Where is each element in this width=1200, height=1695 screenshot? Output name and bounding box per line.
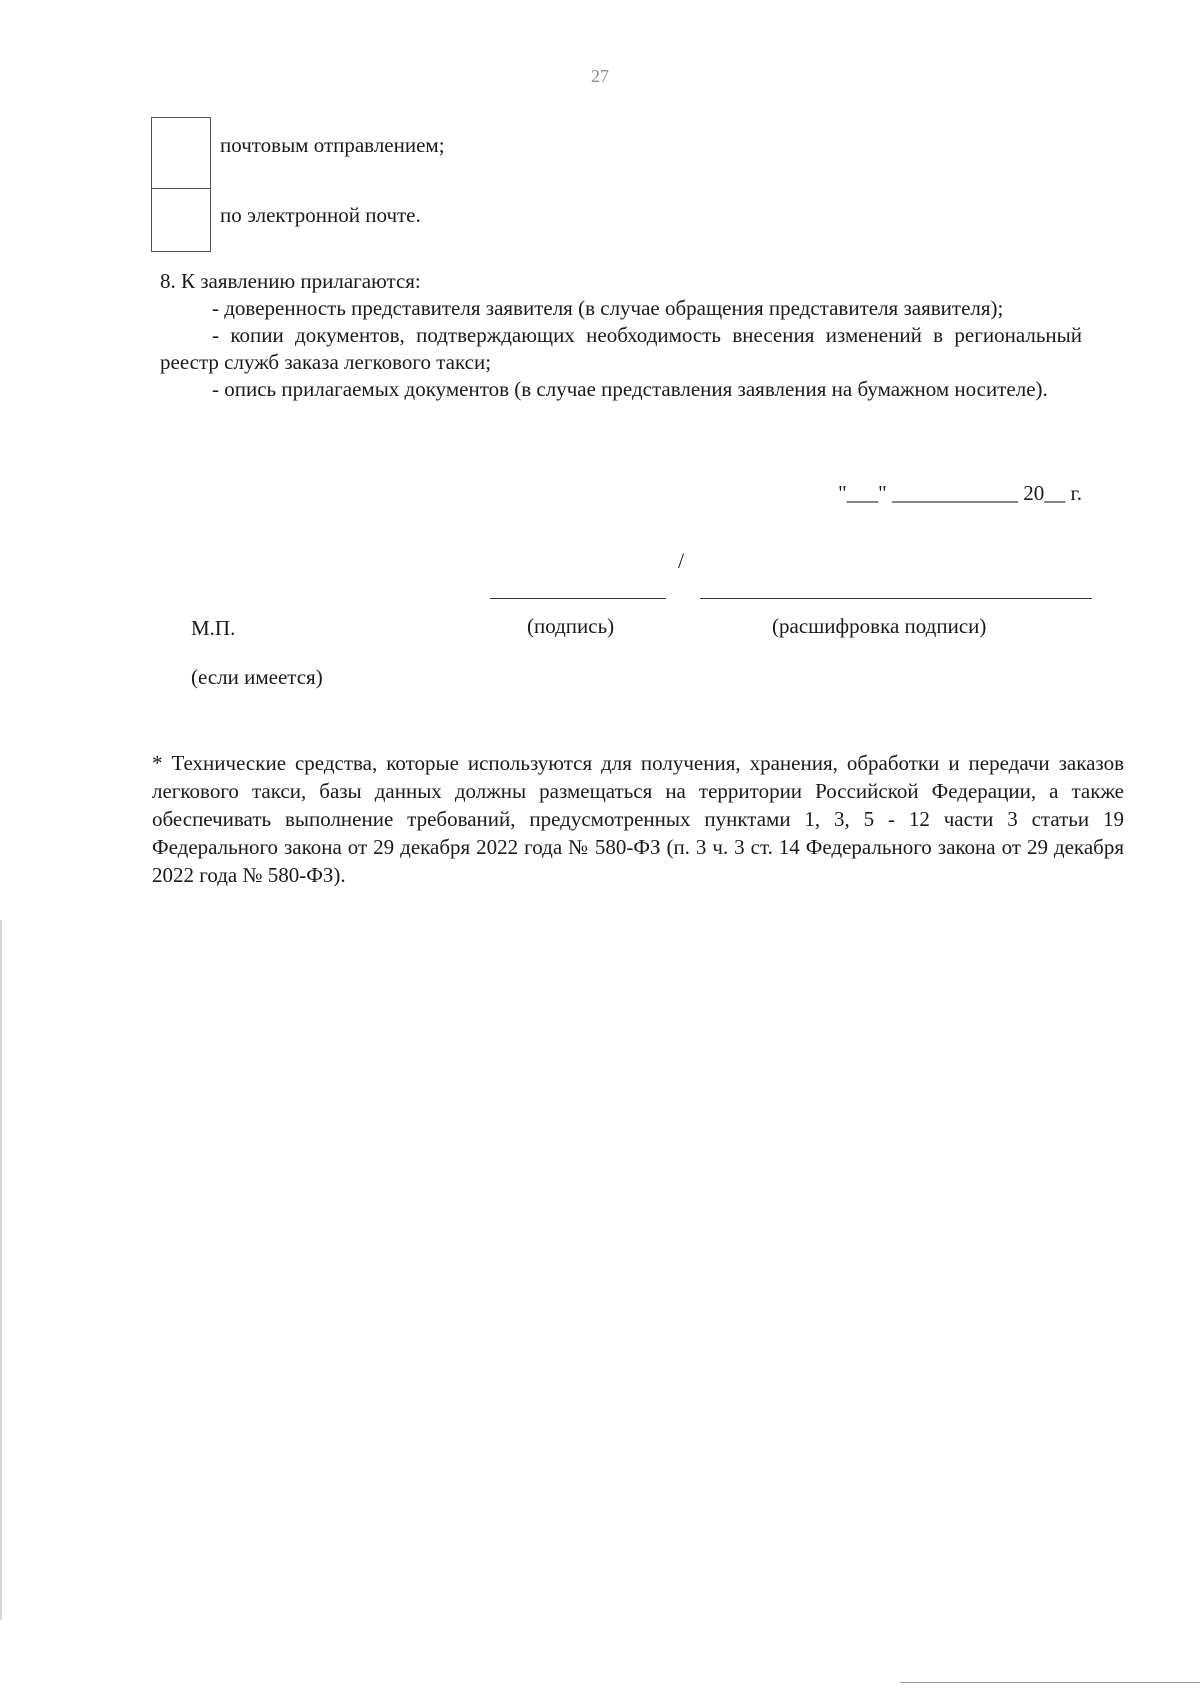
- date-line: "___" ____________ 20__ г.: [838, 481, 1082, 505]
- footnote: * Технические средства, которые используются для получения, хранения, обработки и передачи заказов легкового такси, базы данных должны размещаться на территории Российской Федерации, а также обеспечивать выполнение требований, предусмотренных пунктами 1, 3, 5 - 12 части 3 статьи 19 Федерального закона от 29 декабря 2022 года № 580-ФЗ (п. 3 ч. 3 ст. 14 Федерального закона от 29 декабря 2022 года № 580-ФЗ).: [152, 751, 1124, 887]
- checkbox-postal-label: почтовым отправлением;: [220, 133, 445, 157]
- attachment-item: - опись прилагаемых документов (в случае представления заявления на бумажном носителе).: [212, 377, 1048, 401]
- stamp-note: (если имеется): [191, 665, 323, 689]
- signature-decode-line: [700, 598, 1092, 599]
- signature-separator: /: [678, 548, 685, 573]
- scan-edge-artifact: [0, 920, 2, 1620]
- stamp-label: М.П.: [191, 616, 236, 640]
- signature-decode-caption: (расшифровка подписи): [772, 614, 987, 638]
- attachment-item: - копии документов, подтверждающих необходимость внесения изменений в региональный реестр служб заказа легкового такси;: [160, 323, 1082, 374]
- attachment-item: - доверенность представителя заявителя (в случае обращения представителя заявителя);: [212, 296, 1004, 320]
- attachments-section: [160, 268, 1082, 403]
- scan-bottom-artifact: [900, 1682, 1200, 1683]
- checkbox-postal[interactable]: [151, 117, 211, 189]
- checkbox-email[interactable]: [151, 188, 211, 252]
- checkbox-email-label: по электронной почте.: [220, 203, 421, 227]
- signature-caption: (подпись): [527, 614, 615, 638]
- signature-line: [490, 598, 666, 599]
- page-number: 27: [591, 66, 609, 86]
- attachments-heading: 8. К заявлению прилагаются:: [160, 269, 421, 293]
